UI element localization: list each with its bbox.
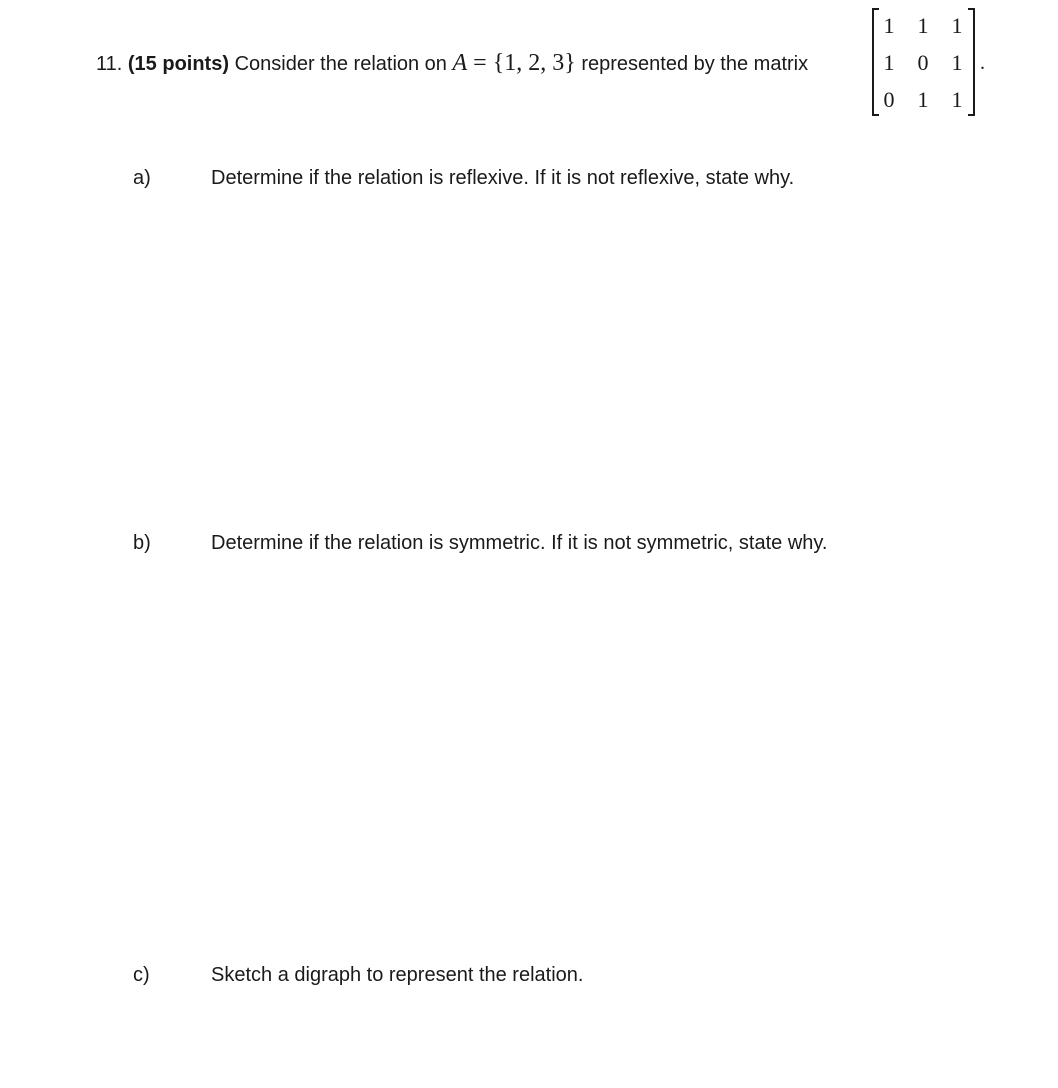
question-tail: represented by the matrix [581, 53, 809, 75]
matrix-cell: 1 [951, 87, 963, 112]
set-definition [453, 50, 576, 76]
matrix-cell: 1 [883, 50, 895, 75]
part-c-text: Sketch a digraph to represent the relation. [211, 964, 584, 986]
set-value: {1, 2, 3} [492, 50, 576, 76]
part-c-label: c) [133, 964, 150, 986]
part-a-text: Determine if the relation is reflexive. If it is not reflexive, state why. [211, 167, 795, 189]
matrix-cell: 1 [917, 87, 929, 112]
question-statement [96, 49, 808, 78]
part-b-text: Determine if the relation is symmetric. If it is not symmetric, state why. [211, 532, 828, 554]
matrix-period: . [980, 52, 985, 74]
question-points: (15 points) [127, 53, 230, 75]
part-a-label: a) [133, 167, 151, 189]
matrix-cell: 0 [917, 50, 929, 75]
matrix-cell: 1 [917, 13, 929, 38]
set-equals: = [467, 50, 493, 76]
question-number: 11. [96, 53, 123, 75]
part-b-label: b) [133, 532, 151, 554]
matrix-cell: 1 [951, 50, 963, 75]
question-intro: Consider the relation on [234, 53, 447, 75]
matrix-right-bracket [968, 8, 975, 116]
matrix-cell: 1 [883, 13, 895, 38]
matrix-cell: 1 [951, 13, 963, 38]
set-variable: A [452, 50, 468, 76]
matrix-cell: 0 [883, 87, 895, 112]
relation-matrix [872, 6, 975, 118]
